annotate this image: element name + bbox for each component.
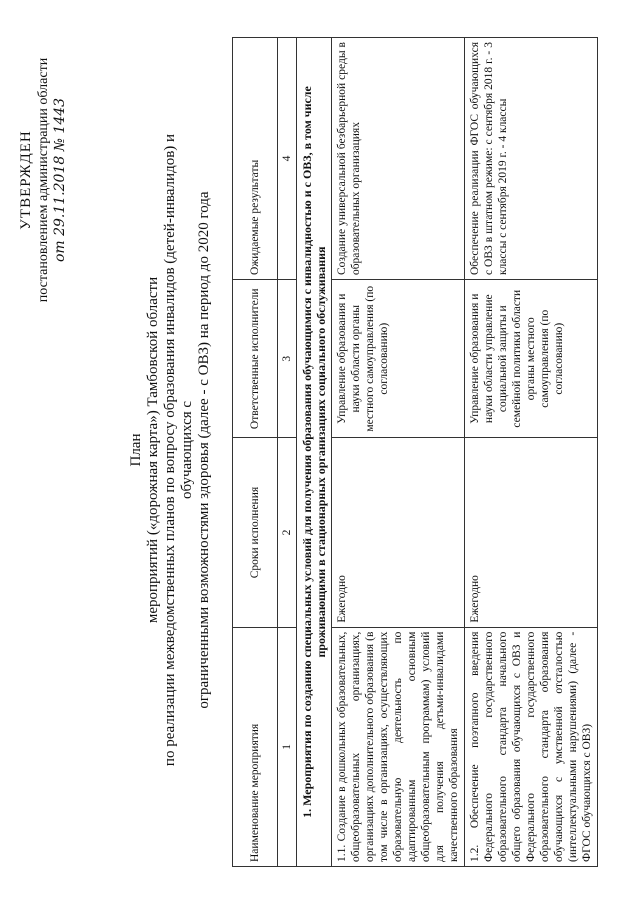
row-name: 1.2. Обеспечение поэтапного введения Федерального государственного образовательного стандарта начального общего образования обучающихся с ОВЗ и Федерального государственного образовательного стандарта образования обучающихся с умственной отсталостью (интеллектуальными нарушениями) (далее - ФГОС обучающихся с ОВЗ) (465, 627, 598, 866)
table-header-row (233, 38, 278, 867)
title-line-2: мероприятий («дорожная карта») Тамбовской области (145, 276, 161, 624)
title-line-3: по реализации межведомственных планов по вопросу образования инвалидов (детей-инвалидов) и обучающихся с (162, 133, 195, 767)
row-responsible: Управление образования и науки области органы местного самоуправления (по согласованию) (332, 280, 465, 438)
row-responsible: Управление образования и науки области управление социальной защиты и семейной политики области органы местного самоуправления (по согласованию) (465, 280, 598, 438)
title-line-4: ограниченными возможностями здоровья (далее - с ОВЗ) на период до 2020 года (196, 191, 212, 709)
column-number: 4 (278, 38, 297, 280)
title-line-1: План (128, 433, 144, 467)
column-number: 1 (278, 627, 297, 866)
table-row (465, 38, 598, 867)
row-name: 1.1. Создание в дошкольных образовательных, общеобразовательных организациях, организациях дополнительного образования (в том числе в организациях, осуществляющих образовательную деятельность по адаптированным основным общеобразовательным программам) условий для получения детьми-инвалидами качественного образования (332, 627, 465, 866)
section-row (297, 38, 332, 867)
column-number-row (278, 38, 297, 867)
plan-title (128, 105, 213, 795)
plan-table (232, 37, 598, 867)
column-number: 3 (278, 280, 297, 438)
approval-line: постановлением администрации области (36, 57, 51, 303)
header-cell-term: Сроки исполнения (233, 438, 278, 627)
handwritten-signature: от 29.11.2018 № 1443 (52, 97, 68, 263)
approved-label: УТВЕРЖДЕН (18, 130, 34, 230)
row-result: Обеспечение реализации ФГОС обучающихся с ОВЗ в штатном режиме: с сентября 2018 г. - 3 классы с сентября 2019 г. - 4 классы (465, 38, 598, 280)
header-cell-resp: Ответственные исполнители (233, 280, 278, 438)
row-result: Создание универсальной безбарьерной среды в образовательных организациях (332, 38, 465, 280)
row-term: Ежегодно (332, 438, 465, 627)
section-heading: 1. Мероприятия по созданию специальных условий для получения образования обучающимися с инвалидностью и с ОВЗ, в том числе проживающими в стационарных организациях социального обслуживания (297, 38, 332, 867)
header-cell-result: Ожидаемые результаты (233, 38, 278, 280)
table-row (332, 38, 465, 867)
header-cell-name: Наименование мероприятия (233, 627, 278, 866)
approval-header (18, 15, 69, 345)
row-term: Ежегодно (465, 438, 598, 627)
column-number: 2 (278, 438, 297, 627)
